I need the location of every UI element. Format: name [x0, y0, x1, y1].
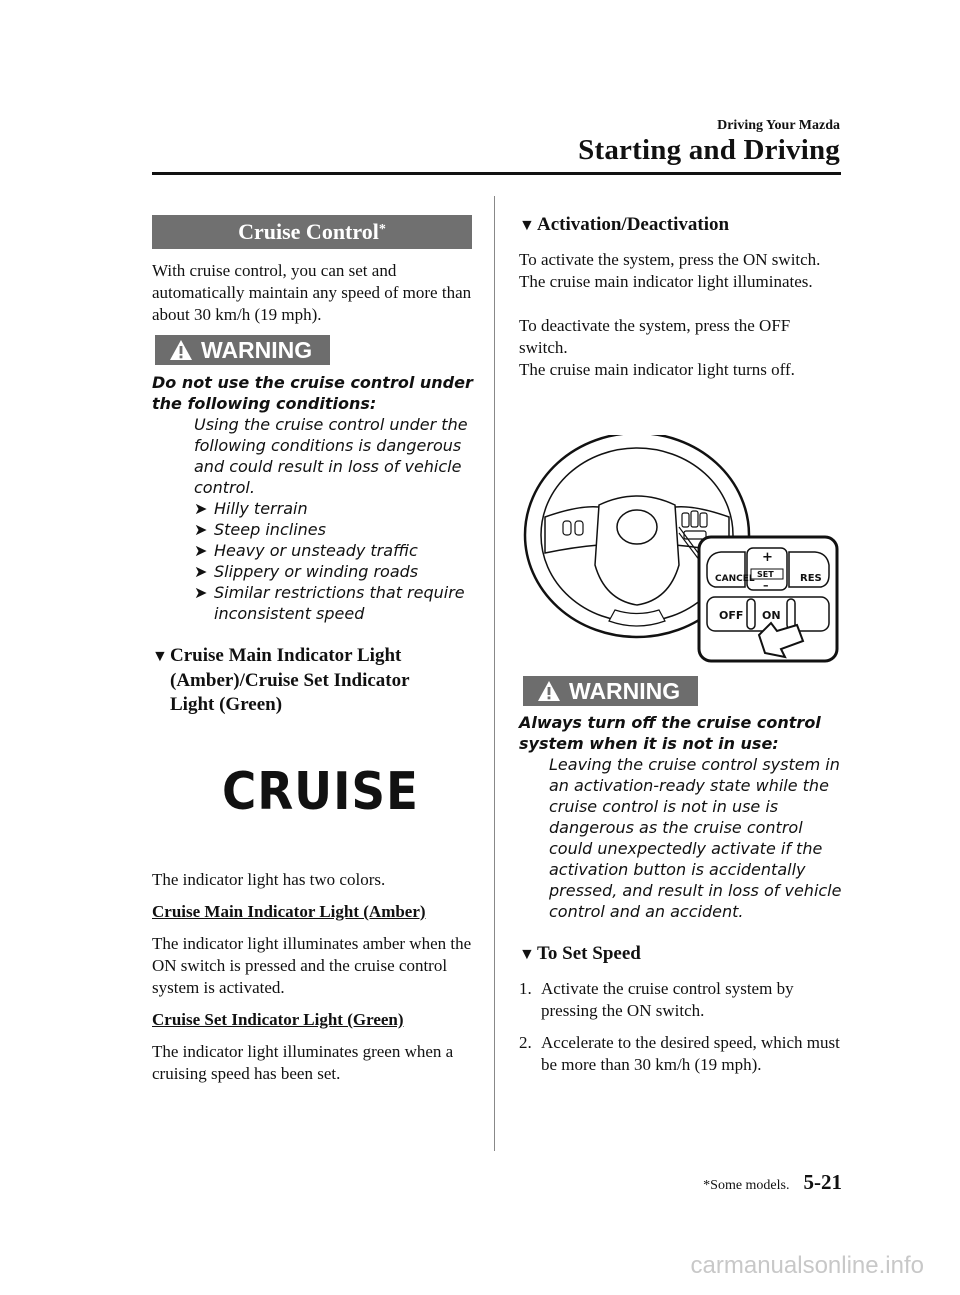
list-item — [194, 498, 477, 519]
list-item-text: Hilly terrain — [214, 499, 308, 518]
cruise-indicator-symbol: CRUISE — [222, 762, 419, 822]
list-item — [194, 519, 477, 540]
warning-body: Leaving the cruise control system in an activation-ready state while the cruise control is not in use is dangerous as the cruise control could unexpectedly activate if the activation button is accidentally pressed, and result in loss of vehicle control and an accident. — [549, 755, 842, 921]
warning-label-text: WARNING — [201, 336, 313, 363]
warning-triangle-icon — [537, 680, 561, 702]
step-number: 1. — [519, 979, 532, 998]
two-colors-text: The indicator light has two colors. — [152, 870, 386, 889]
warning-lead: Do not use the cruise control under the following conditions: — [152, 373, 473, 413]
section-triangle-icon: ▼ — [519, 946, 535, 963]
step-item — [519, 1032, 844, 1076]
on-switch-label: ON — [762, 609, 781, 622]
activate-instruction: To activate the system, press the ON switch. — [519, 250, 821, 269]
green-text: The indicator light illuminates green when a cruising speed has been set. — [152, 1042, 454, 1083]
arrow-bullet-icon: ➤ — [194, 499, 208, 518]
warning-block-2 — [519, 712, 844, 922]
section-title: Starting and Driving — [578, 134, 840, 166]
step-number: 2. — [519, 1033, 532, 1052]
green-heading: Cruise Set Indicator Light (Green) — [152, 1010, 404, 1029]
page-footer — [703, 1170, 842, 1195]
cancel-button-label: CANCEL — [715, 574, 755, 584]
page-title: Cruise Control — [238, 219, 379, 244]
list-item-text: Similar restrictions that require inconsistent speed — [214, 583, 465, 623]
column-divider — [494, 196, 495, 1151]
section-triangle-icon: ▼ — [152, 648, 168, 665]
heading-text: To Set Speed — [537, 943, 641, 964]
set-button-label: SET — [757, 570, 774, 579]
warning-block-1 — [152, 372, 477, 624]
deactivate-instruction: To deactivate the system, press the OFF switch. — [519, 316, 791, 357]
steering-wheel-figure — [519, 435, 841, 665]
warning-label-1 — [155, 335, 330, 365]
list-item-text: Slippery or winding roads — [214, 562, 419, 581]
step-item — [519, 978, 844, 1022]
list-item — [194, 582, 477, 624]
set-speed-steps — [519, 978, 844, 1076]
heading-line: Light (Green) — [170, 694, 283, 715]
heading-text: Activation/Deactivation — [537, 214, 730, 235]
warning-label-text: WARNING — [569, 677, 681, 704]
arrow-bullet-icon: ➤ — [194, 583, 208, 602]
step-text: Accelerate to the desired speed, which must be more than 30 km/h (19 mph). — [541, 1033, 840, 1074]
chapter-title: Driving Your Mazda — [717, 118, 840, 133]
arrow-bullet-icon: ➤ — [194, 562, 208, 581]
warning-triangle-icon — [169, 339, 193, 361]
res-button-label: RES — [800, 573, 822, 584]
some-models-star: * — [378, 222, 386, 237]
amber-text: The indicator light illuminates amber when the ON switch is pressed and the cruise control system is activated. — [152, 934, 472, 997]
arrow-bullet-icon: ➤ — [194, 520, 208, 539]
indicator-description — [152, 869, 472, 1085]
header-rule — [152, 172, 841, 175]
step-text: Activate the cruise control system by pressing the ON switch. — [541, 979, 794, 1020]
intro-paragraph: With cruise control, you can set and automatically maintain any speed of more than about 30 km/h (19 mph). — [152, 261, 472, 324]
warning-body: Using the cruise control under the following conditions is dangerous and could result in loss of vehicle control. — [194, 415, 468, 497]
list-item-text: Heavy or unsteady traffic — [214, 541, 418, 560]
heading-line: Cruise Main Indicator Light — [170, 645, 402, 666]
set-speed-heading — [519, 942, 839, 967]
watermark-text: carmanualsonline.info — [690, 1252, 924, 1279]
heading-line: (Amber)/Cruise Set Indicator — [170, 670, 410, 691]
list-item — [194, 561, 477, 582]
section-triangle-icon: ▼ — [519, 217, 535, 234]
footnote: *Some models. — [703, 1178, 790, 1193]
list-item — [194, 540, 477, 561]
activate-result: The cruise main indicator light illuminates. — [519, 272, 813, 291]
list-item-text: Steep inclines — [214, 520, 326, 539]
amber-heading: Cruise Main Indicator Light (Amber) — [152, 902, 426, 921]
set-plus-label: + — [762, 550, 773, 565]
warning-conditions-list — [152, 498, 477, 624]
page-number: 5-21 — [803, 1170, 842, 1194]
off-switch-label: OFF — [719, 609, 744, 622]
page-title-bar — [152, 215, 472, 249]
activation-text — [519, 249, 839, 381]
indicator-section-heading — [152, 644, 472, 717]
warning-lead: Always turn off the cruise control system when it is not in use: — [519, 713, 821, 753]
activation-heading — [519, 213, 839, 238]
arrow-bullet-icon: ➤ — [194, 541, 208, 560]
deactivate-result: The cruise main indicator light turns off. — [519, 360, 795, 379]
intro-text — [152, 260, 472, 326]
warning-label-2 — [523, 676, 698, 706]
set-minus-label: – — [763, 579, 769, 592]
